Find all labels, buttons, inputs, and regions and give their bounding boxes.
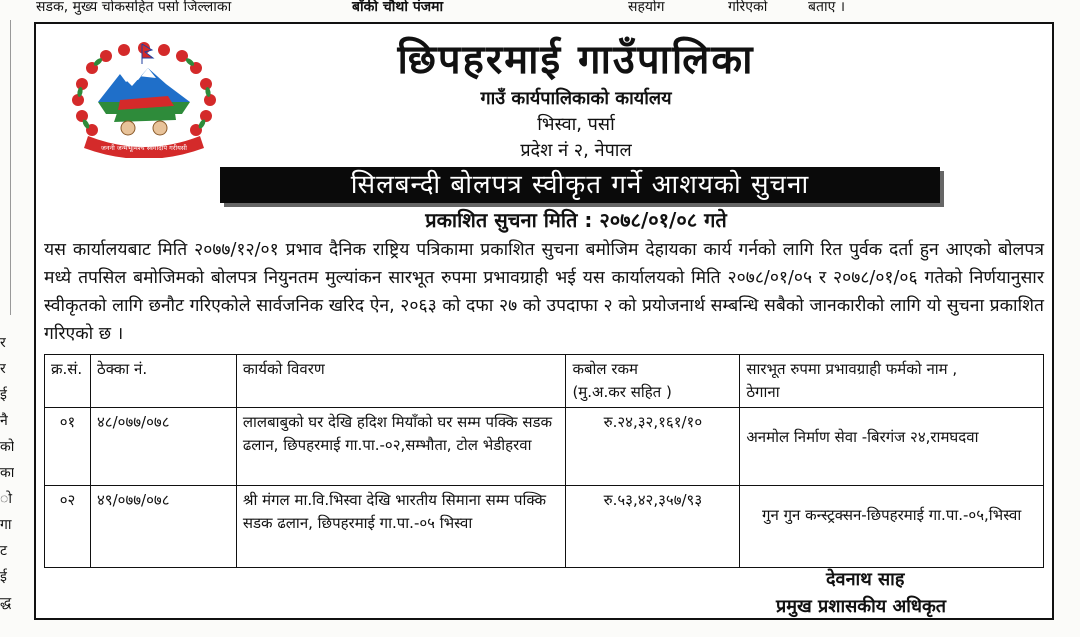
header-description: कार्यको विवरण — [236, 355, 566, 408]
table-header-row — [45, 355, 1044, 408]
left-edge-text: र र ई नै को का ो गा ट ई द्ध — [0, 335, 14, 611]
row-amount: रु.५३,४२,३५७/९३ — [566, 486, 740, 568]
signatory-name: देवनाथ साह — [826, 569, 905, 590]
header-sn: क्र.सं. — [45, 355, 91, 408]
top-strip-right2: गरिएको — [728, 0, 768, 15]
column-divider — [10, 20, 11, 315]
publish-date: प्रकाशित सुचना मिति : २०७८/०१/०८ गते — [425, 208, 727, 232]
header-contract: ठेक्का नं. — [90, 355, 236, 408]
notice-body-text: यस कार्यालयबाट मिति २०७७/१२/०१ प्रभाव दैनिक राष्ट्रिय पत्रिकामा प्रकाशित सुचना बमोजिम देहायका कार्य गर्नको लागि रित पुर्वक दर्ता हुन आएको बोलपत्र मध्ये तपसिल बमोजिमको बोलपत्र नियुनतम मुल्यांकन सारभूत रुपमा प्रभावग्राही भई यस कार्यालयको मिति २०७८/०१/०५ र २०७८/०१/०६ गतेको निर्णयानुसार स्वीकृतको लागि छनौट गरिएकोले सार्वजनिक खरिद ऐन, २०६३ को दफा २७ को उपदाफा २ को प्रयोजनार्थ सम्बन्धि सबैको जानकारीको लागि यो सुचना प्रकाशित गरिएको छ । — [44, 240, 1044, 344]
table-row — [45, 486, 1044, 568]
row-description: श्री मंगल मा.वि.भिस्वा देखि भारतीय सिमाना सम्म पक्कि सडक ढलान, छिपहरमाई गा.पा.-०५ भिस्वा — [236, 486, 566, 568]
row-amount: रु.२४,३२,१६१/१० — [566, 408, 740, 486]
top-strip — [0, 0, 1080, 20]
office-address: भिस्वा, पर्सा — [537, 114, 615, 135]
top-strip-right3: बताए । — [808, 0, 846, 15]
office-name: गाउँ कार्यपालिकाको कार्यालय — [480, 88, 672, 109]
nepal-emblem-icon — [58, 40, 230, 158]
row-contract: ४९/०७७/०७८ — [90, 486, 236, 568]
page-title: छिपहरमाई गाउँपालिका — [397, 37, 755, 83]
header-amount: कबोल रकम (मु.अ.कर सहित ) — [566, 355, 740, 408]
emblem-motto: जननी जन्मभूमिश्च स्वर्गादपि गरीयसी — [101, 144, 187, 152]
top-strip-right1: सहयोग — [628, 0, 665, 15]
row-sn: ०२ — [45, 486, 91, 568]
notice-box — [34, 22, 1054, 620]
office-province: प्रदेश नं २, नेपाल — [520, 140, 632, 161]
row-firm: अनमोल निर्माण सेवा -बिरगंज २४,रामघदवा — [740, 408, 1044, 486]
row-sn: ०१ — [45, 408, 91, 486]
table-row — [45, 408, 1044, 486]
top-strip-middle: बाँकी चौथो पंजमा — [352, 0, 444, 15]
notice-banner — [220, 167, 940, 203]
top-strip-left: सडक, मुख्य चोकसहित पर्सा जिल्लाका — [36, 0, 232, 15]
bid-table — [44, 354, 1044, 568]
notice-banner-text: सिलबन्दी बोलपत्र स्वीकृत गर्ने आशयको सुचना — [350, 170, 810, 200]
row-contract: ४८/०७७/०७८ — [90, 408, 236, 486]
row-description: लालबाबुको घर देखि हदिश मियाँको घर सम्म पक्कि सडक ढलान, छिपहरमाई गा.पा.-०२,सम्भौता, टोल भेडीहरवा — [236, 408, 566, 486]
header-firm: सारभूत रुपमा प्रभावग्राही फर्मको नाम , ठेगाना — [740, 355, 1044, 408]
signatory-title: प्रमुख प्रशासकीय अधिकृत — [776, 596, 947, 617]
row-firm: गुन गुन कन्स्ट्रक्सन-छिपहरमाई गा.पा.-०५,भिस्वा — [740, 486, 1044, 568]
